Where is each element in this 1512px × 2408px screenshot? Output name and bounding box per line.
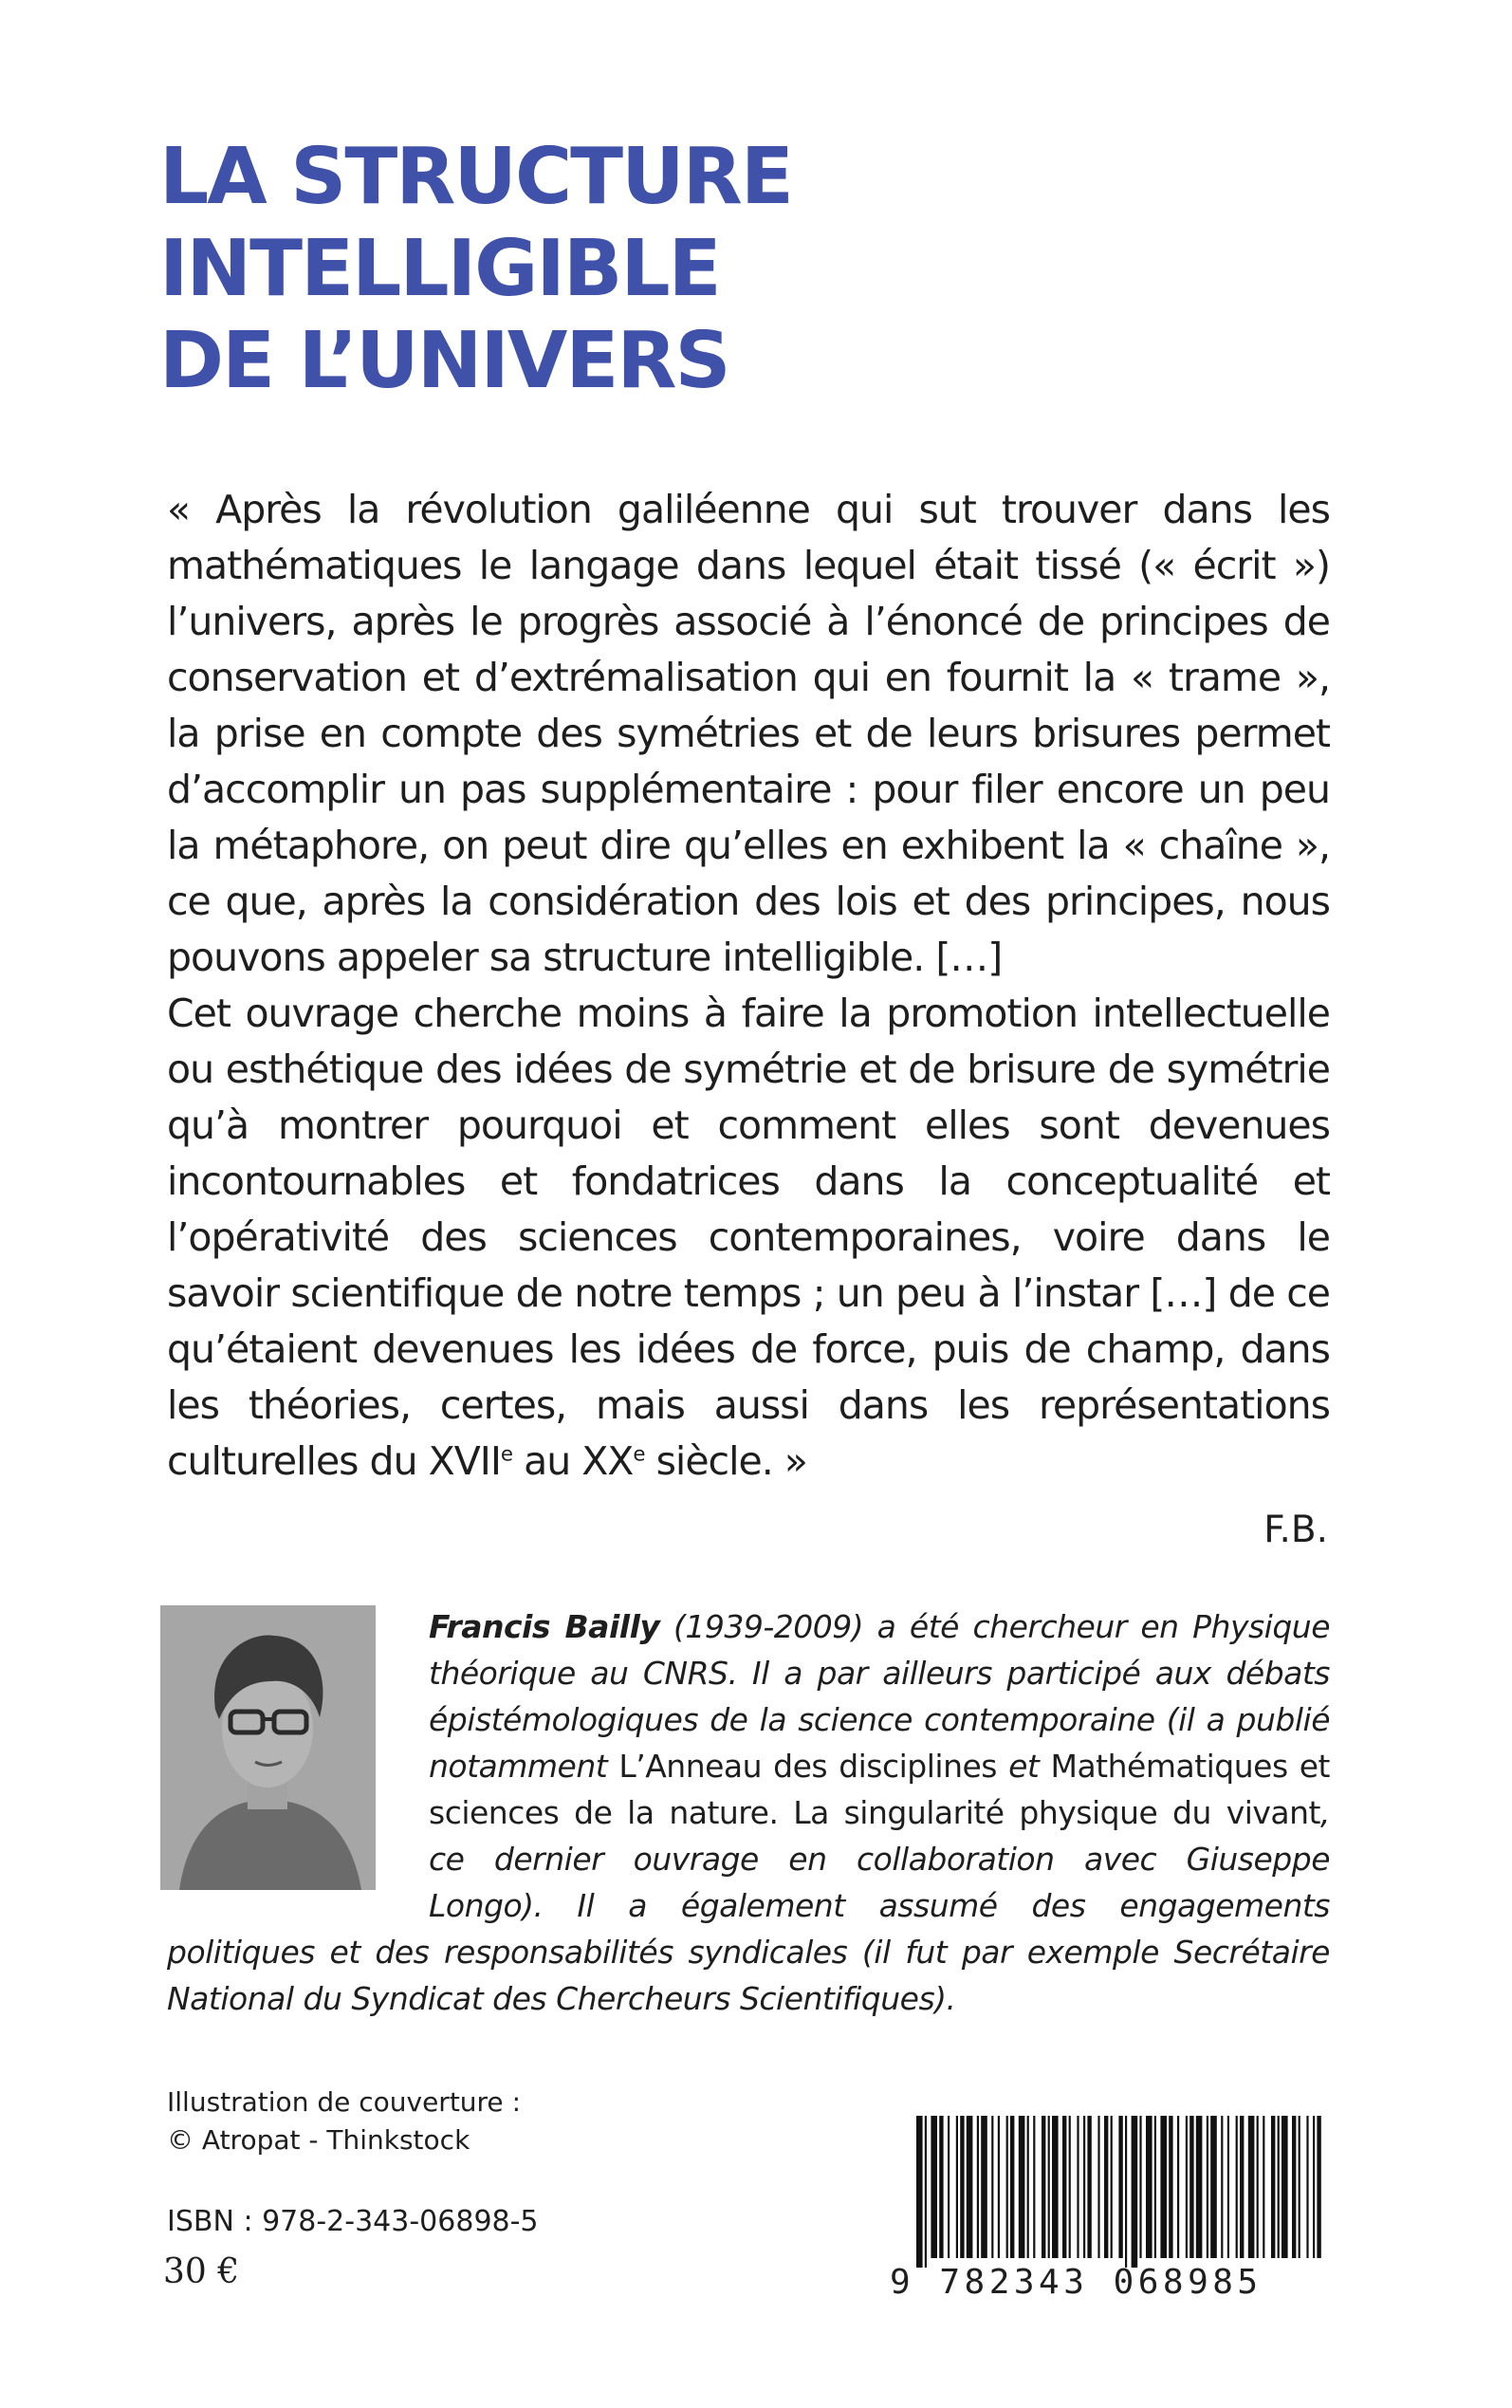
quote-p2-end: siècle. » [644,1438,807,1484]
back-cover-quote [167,482,1330,1490]
barcode [890,2116,1328,2277]
author-biography [167,1603,1330,2022]
credit-line-2: © Atropat - Thinkstock [167,2124,470,2156]
quote-p2-mid: au XX [512,1438,634,1484]
quote-signature: F.B. [1263,1509,1328,1551]
isbn: ISBN : 978-2-343-06898-5 [167,2205,539,2238]
title-line-3: DE L’UNIVERS [159,316,729,406]
price: 30 € [163,2252,240,2291]
barcode-digits: 9 782343 068985 [890,2263,1263,2302]
title-line-1: LA STRUCTURE [159,132,792,222]
bio-text-2: et [997,1748,1051,1785]
cover-credit [167,2084,521,2159]
book-title-2: Mathématiques et sciences de la nature. La singularité physique du vivant [429,1748,1330,1831]
credit-line-1: Illustration de couverture : [167,2086,521,2118]
book-title-1: L’Anneau des disciplines [618,1748,998,1785]
superscript-e: e [633,1442,645,1467]
book-title [159,131,823,407]
quote-p2-text: Cet ouvrage cherche moins à faire la promotion intellectuelle ou esthétique des idées de symétrie et de brisure de symétrie qu’à montrer pourquoi et comment elles sont devenues incontournables et fondatrices dans la conceptualité et l’opérativité des sciences contemporaines, voire dans le savoir scientifique de notre temps ; un peu à l’instar […] de ce qu’étaient devenues les idées de force, puis de champ, dans les théories, certes, mais aussi dans les représentations culturelles du XVII [167,991,1330,1484]
quote-paragraph-1: « Après la révolution galiléenne qui sut trouver dans les mathématiques le langage dans lequel était tissé (« écrit ») l’univers, après le progrès associé à l’énoncé de principes de conservation et d’extrémalisation qui en fournit la « trame », la prise en compte des symétries et de leurs brisures permet d’accomplir un pas supplémentaire : pour filer encore un peu la métaphore, on peut dire qu’elles en exhibent la « chaîne », ce que, après la considération des lois et des principes, nous pouvons appeler sa structure intelligible. […] [167,487,1330,980]
author-name: Francis Bailly [429,1608,660,1645]
bio-text-1: (1939-2009) a été chercheur en Physique théorique au CNRS. Il a par ailleurs participé aux débats épistémologiques de la science contemporaine (il a publié notamment [429,1608,1331,1785]
bio-text-3: , ce dernier ouvrage en collaboration avec Giuseppe Longo). Il a également assumé des engagements politiques et des responsabilités syndicales (il fut par exemple Secrétaire National du Syndicat des Chercheurs Scientifiques). [167,1794,1330,2017]
superscript-e: e [500,1442,513,1467]
title-line-2: INTELLIGIBLE [159,224,720,314]
quote-paragraph-2 [167,986,1330,1490]
